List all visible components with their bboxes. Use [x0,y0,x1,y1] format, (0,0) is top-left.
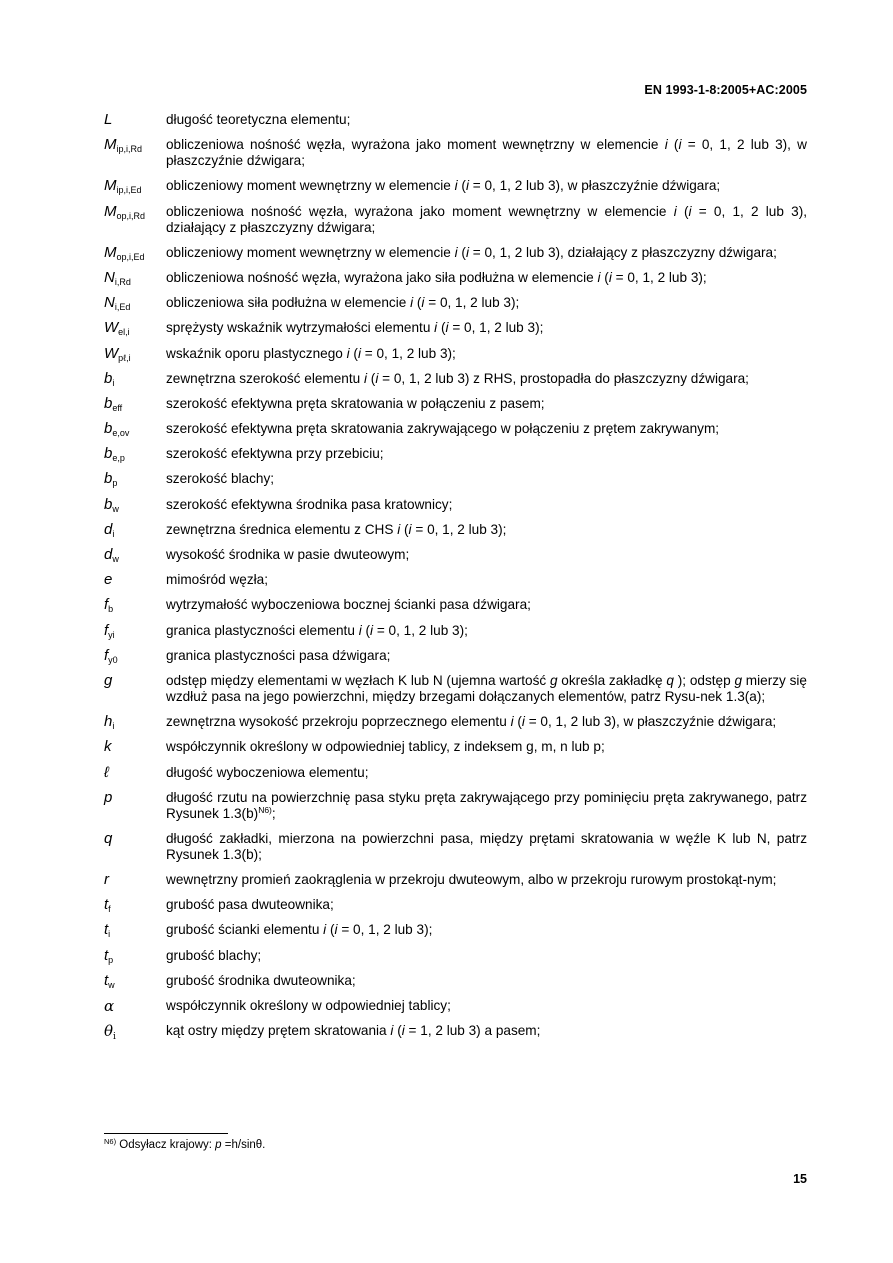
index-variable: i [323,922,327,938]
definition-description [166,245,807,261]
definition-row [104,446,807,462]
symbol-subscript: ip,i,Ed [116,185,142,196]
description-text: szerokość blachy; [166,471,275,487]
definition-description [166,371,807,387]
description-text: mierzy się wzdłuż pasa na jego powierzchni, między brzegami dołączanych elementów, patrz Rysu-nek 1.3(a); [166,672,811,704]
description-text: szerokość efektywna pręta skratowania zakrywającego w połączeniu z prętem zakrywanym; [166,421,720,437]
index-variable: i [445,320,449,336]
description-text: = 0, 1, 2 lub 3); [411,521,507,537]
definition-description [166,522,807,538]
definition-row [104,872,807,888]
definition-row [104,136,811,169]
symbol-base: f [104,646,109,664]
symbol-subscript: e,p [112,453,125,464]
definition-row [104,471,807,487]
description-text: grubość pasa dwuteownika; [166,897,334,913]
definition-description [166,623,807,639]
definition-row [104,831,807,863]
description-text: wskaźnik oporu plastycznego [166,345,347,361]
footnote-mark: N6) [104,1137,117,1146]
definition-row [104,897,807,913]
index-variable: i [346,345,350,361]
description-text: granica plastyczności pasa dźwigara; [166,647,391,663]
symbol-base: b [104,394,113,412]
description-text: = 0, 1, 2 lub 3); [448,320,544,336]
definition-row [104,973,807,989]
description-text: ( [413,295,422,311]
index-variable: i [465,178,469,194]
symbol-base: r [104,871,109,889]
definition-description [166,497,807,513]
definition-symbol [104,973,166,989]
description-text: = 0, 1, 2 lub 3) z RHS, prostopadła do płaszczyzny dźwigara; [378,370,749,386]
description-text: = 1, 2 lub 3) a pasem; [404,1023,541,1039]
description-text: określa zakładkę [557,672,667,688]
symbol-subscript: eff [112,402,123,413]
description-text: kąt ostry między prętem skratowania [166,1023,391,1039]
definition-description [166,922,807,938]
symbol-base: M [104,243,117,261]
description-text: długość wyboczeniowa elementu; [166,764,369,780]
description-text: długość zakładki, mierzona na powierzchni pasa, między prętami skratowania w węźle K lub N, patrz Rysunek 1.3(b); [166,830,807,862]
symbol-base: α [104,997,115,1015]
symbol-subscript: e,ov [112,428,130,439]
description-text: grubość ścianki elementu [166,922,324,938]
description-text: szerokość efektywna pręta skratowania w połączeniu z pasem; [166,395,545,411]
definition-row [104,948,807,964]
footnote-reference: N6) [258,804,272,815]
description-text: ( [400,521,409,537]
index-variable: g [549,672,558,688]
index-variable: i [465,244,469,260]
index-variable: i [421,295,425,311]
definition-description [166,137,811,169]
description-text: obliczeniowa nośność węzła, wyrażona jako moment wewnętrzny w elemencie [166,203,674,219]
symbol-subscript: i [112,377,115,388]
definition-description [166,270,807,286]
description-text: wysokość środnika w pasie dwuteowym; [166,547,410,562]
definition-row [104,421,807,437]
definition-row [104,270,807,286]
description-text: wytrzymałość wyboczeniowa bocznej ścianki pasa dźwigara; [166,597,531,613]
description-text: obliczeniowy moment wewnętrzny w elemencie [166,244,455,260]
description-text: obliczeniowy moment wewnętrzny w elemencie [166,178,455,194]
symbol-base: θ [104,1022,114,1041]
symbol-base: b [104,445,113,463]
definition-description [166,973,807,989]
symbol-base: t [104,921,109,939]
definition-row [104,597,807,613]
definition-description [166,597,807,613]
description-text: współczynnik określony w odpowiedniej tablicy, z indeksem g, m, n lub p; [166,739,605,755]
definition-symbol [104,497,166,513]
definition-description [166,572,807,588]
definition-symbol [104,714,166,730]
definition-symbol [104,922,166,938]
description-text: ( [676,203,689,219]
symbol-base: d [104,546,113,563]
definition-row [104,623,807,639]
definition-symbol [104,998,166,1014]
symbol-subscript: y0 [108,654,118,665]
symbol-base: t [104,946,109,964]
index-variable: i [410,295,414,311]
symbol-base: p [104,788,113,806]
description-text: sprężysty wskaźnik wytrzymałości elementu [166,320,435,336]
definition-row [104,671,811,705]
description-text: = 0, 1, 2 lub 3), w płaszczyźnie dźwigara; [166,137,811,169]
definition-row [104,522,807,538]
symbol-subscript: i,Ed [114,302,131,313]
definition-symbol [104,270,166,286]
symbol-subscript: op,i,Ed [116,251,145,262]
symbol-base: h [104,713,113,731]
index-variable: i [664,137,668,153]
description-text: ( [437,320,446,336]
definition-description [166,789,811,822]
index-variable: i [434,320,438,336]
description-text: ( [361,622,371,638]
definition-row [104,346,807,362]
symbol-base: W [104,319,119,337]
index-variable: i [358,622,362,638]
definition-symbol [104,112,166,128]
footnote-formula: =h/sinθ. [221,1139,266,1151]
definition-row [104,396,807,412]
definition-symbol [104,295,166,311]
index-variable: i [678,137,682,153]
definition-description [166,547,807,563]
symbol-base: f [104,621,109,639]
footnote [104,1139,265,1151]
symbol-base: d [104,520,113,538]
index-variable: i [363,370,367,386]
symbol-base: M [104,202,117,220]
symbol-base: N [104,268,115,286]
description-text: ( [367,370,376,386]
definition-description [166,998,807,1014]
definition-description [166,471,807,487]
description-text: ( [457,178,466,194]
definition-row [104,497,807,513]
description-text: = 0, 1, 2 lub 3); [360,345,456,361]
definition-description [166,396,807,412]
definition-symbol [104,831,166,863]
definition-row [104,112,807,128]
symbol-base: M [104,177,117,195]
definition-row [104,714,807,730]
definition-row [104,998,807,1014]
definition-description [166,295,807,311]
definition-description [166,446,807,462]
definition-description [166,320,807,336]
definition-row [104,371,807,387]
symbol-subscript: w [112,503,119,514]
description-text: = 0, 1, 2 lub 3), w płaszczyźnie dźwigara; [524,714,777,730]
definition-symbol [104,790,166,822]
symbol-subscript: i [112,721,115,732]
description-text: = 0, 1, 2 lub 3), w płaszczyźnie dźwigara; [468,178,721,194]
description-text: = 0, 1, 2 lub 3), działający z płaszczyzny dźwigara; [468,244,777,260]
symbol-base: M [104,136,117,154]
definition-symbol [104,320,166,336]
symbol-base: k [104,738,112,756]
index-variable: i [401,1023,405,1039]
definition-row [104,922,807,938]
description-text: = 0, 1, 2 lub 3), działający z płaszczyzny dźwigara; [166,203,811,235]
symbol-base: q [104,829,113,847]
definition-description [166,831,807,863]
description-text: długość teoretyczna elementu; [166,112,351,127]
symbol-base: ℓ [104,763,109,781]
description-text: zewnętrzna średnica elementu z CHS [166,521,398,537]
definition-symbol [104,1022,166,1043]
definition-symbol [104,446,166,462]
index-variable: i [357,345,361,361]
symbol-subscript: f [108,904,111,915]
index-variable: i [397,521,401,537]
definition-symbol [104,137,166,169]
description-text: ( [326,922,335,938]
definition-symbol [104,245,166,261]
definition-description [166,872,807,888]
description-text: = 0, 1, 2 lub 3); [611,269,707,285]
description-text: współczynnik określony w odpowiedniej tablicy; [166,998,451,1013]
symbol-base: b [104,470,113,488]
definition-description [166,421,807,437]
symbol-base: f [104,596,109,614]
definition-row [104,245,807,261]
symbol-subscript: i [108,929,111,940]
description-text: ( [513,714,522,730]
description-text: = 0, 1, 2 lub 3); [424,295,520,311]
definition-symbol [104,371,166,387]
definition-row [104,295,807,311]
definition-description [166,897,807,913]
description-text: szerokość efektywna środnika pasa kratownicy; [166,496,453,512]
symbol-subscript: p [108,954,114,965]
definition-symbol [104,421,166,437]
symbol-base: t [104,896,109,914]
index-variable: i [454,244,458,260]
definition-symbol [104,471,166,487]
index-variable: i [454,178,458,194]
symbol-base: b [104,369,113,387]
symbol-base: L [104,111,113,128]
index-variable: g [734,672,742,688]
footnote-text: Odsyłacz krajowy: [116,1139,216,1151]
definition-description [166,765,807,781]
definition-description [166,739,807,755]
definition-description [166,203,811,236]
definition-symbol [104,623,166,639]
symbol-base: t [104,971,109,989]
definition-row [104,788,811,822]
definition-row [104,1022,807,1043]
definition-row [104,739,807,755]
definition-symbol [104,396,166,412]
definition-row [104,202,811,236]
symbol-subscript: p [112,478,118,489]
description-text: obliczeniowa nośność węzła, wyrażona jako siła podłużna w elemencie [166,269,598,285]
definition-symbol [104,597,166,613]
definition-description [166,178,807,194]
description-text: ); odstęp [673,672,735,688]
description-text: ( [667,137,679,153]
definition-description [166,112,807,128]
description-text: ( [349,345,358,361]
symbol-subscript: yi [108,629,115,640]
definition-symbol [104,739,166,755]
symbol-subscript: el,i [118,327,130,338]
definition-row [104,572,807,588]
definition-description [166,948,807,964]
description-text: długość rzutu na powierzchnię pasa styku pręta zakrywającego przy pominięciu pręta zakrywanego, patrz Rysunek 1.3(b) [166,789,811,821]
description-text: ( [457,244,466,260]
definition-symbol [104,522,166,538]
definition-row [104,320,807,336]
definition-symbol [104,872,166,888]
definition-row [104,648,807,664]
index-variable: i [673,203,677,219]
index-variable: i [688,203,692,219]
symbol-subscript: b [108,604,114,615]
symbol-base: b [104,420,113,438]
symbol-base: W [104,344,119,362]
description-text: ( [393,1023,402,1039]
definition-description [166,672,811,705]
index-variable: i [408,521,412,537]
definition-description [166,346,807,362]
symbol-subscript: i [112,528,115,539]
symbol-subscript: op,i,Rd [116,210,146,221]
document-id-header: EN 1993-1-8:2005+AC:2005 [644,83,807,97]
footnote-variable: p [215,1139,222,1151]
index-variable: i [334,922,338,938]
description-text: obliczeniowa siła podłużna w elemencie [166,295,411,311]
index-variable: i [510,714,514,730]
description-text: odstęp między elementami w węzłach K lub N (ujemna wartość [166,672,550,688]
definition-symbol [104,673,166,705]
symbol-base: b [104,495,113,513]
definition-symbol [104,346,166,362]
index-variable: q [666,672,674,688]
definition-symbol [104,572,166,588]
index-variable: i [521,714,525,730]
index-variable: i [608,269,612,285]
definition-description [166,648,807,664]
symbol-subscript: pℓ,i [118,352,131,363]
definition-symbol [104,178,166,194]
description-text: grubość blachy; [166,947,262,963]
definition-symbol [104,547,166,563]
symbol-base: N [104,294,115,312]
description-text: zewnętrzna wysokość przekroju poprzecznego elementu [166,714,511,730]
definition-symbol [104,204,166,236]
footnote-divider [104,1133,228,1134]
symbol-subscript: i,Rd [114,276,131,287]
definition-symbol [104,897,166,913]
symbol-subscript: w [108,979,115,990]
symbol-subscript: ip,i,Rd [116,144,143,155]
page-number: 15 [793,1172,807,1186]
index-variable: i [597,269,601,285]
index-variable: i [370,622,374,638]
description-text: mimośród węzła; [166,572,268,588]
description-text: = 0, 1, 2 lub 3); [337,922,433,938]
definition-symbol [104,765,166,781]
description-text: ( [600,269,609,285]
definition-description [166,1023,807,1039]
description-text: = 0, 1, 2 lub 3); [373,622,468,638]
definition-row [104,547,807,563]
symbol-base: e [104,571,113,589]
definition-row [104,178,807,194]
description-text: szerokość efektywna przy przebiciu; [166,446,384,462]
symbol-definitions-list [104,111,811,1048]
description-text: granica plastyczności elementu [166,622,359,638]
description-text: zewnętrzna szerokość elementu [166,370,364,386]
definition-row [104,765,807,781]
definition-symbol [104,648,166,664]
symbol-subscript: i [113,1032,116,1043]
symbol-subscript: w [112,554,119,564]
index-variable: i [375,370,379,386]
description-text: obliczeniowa nośność węzła, wyrażona jako moment wewnętrzny w elemencie [166,137,665,153]
definition-symbol [104,948,166,964]
index-variable: i [390,1023,394,1039]
description-text: grubość środnika dwuteownika; [166,972,356,988]
description-text: ; [271,805,276,821]
symbol-base: g [104,671,113,689]
definition-description [166,714,807,730]
description-text: wewnętrzny promień zaokrąglenia w przekroju dwuteowym, albo w przekroju rurowym prostokąt-nym; [166,872,777,888]
